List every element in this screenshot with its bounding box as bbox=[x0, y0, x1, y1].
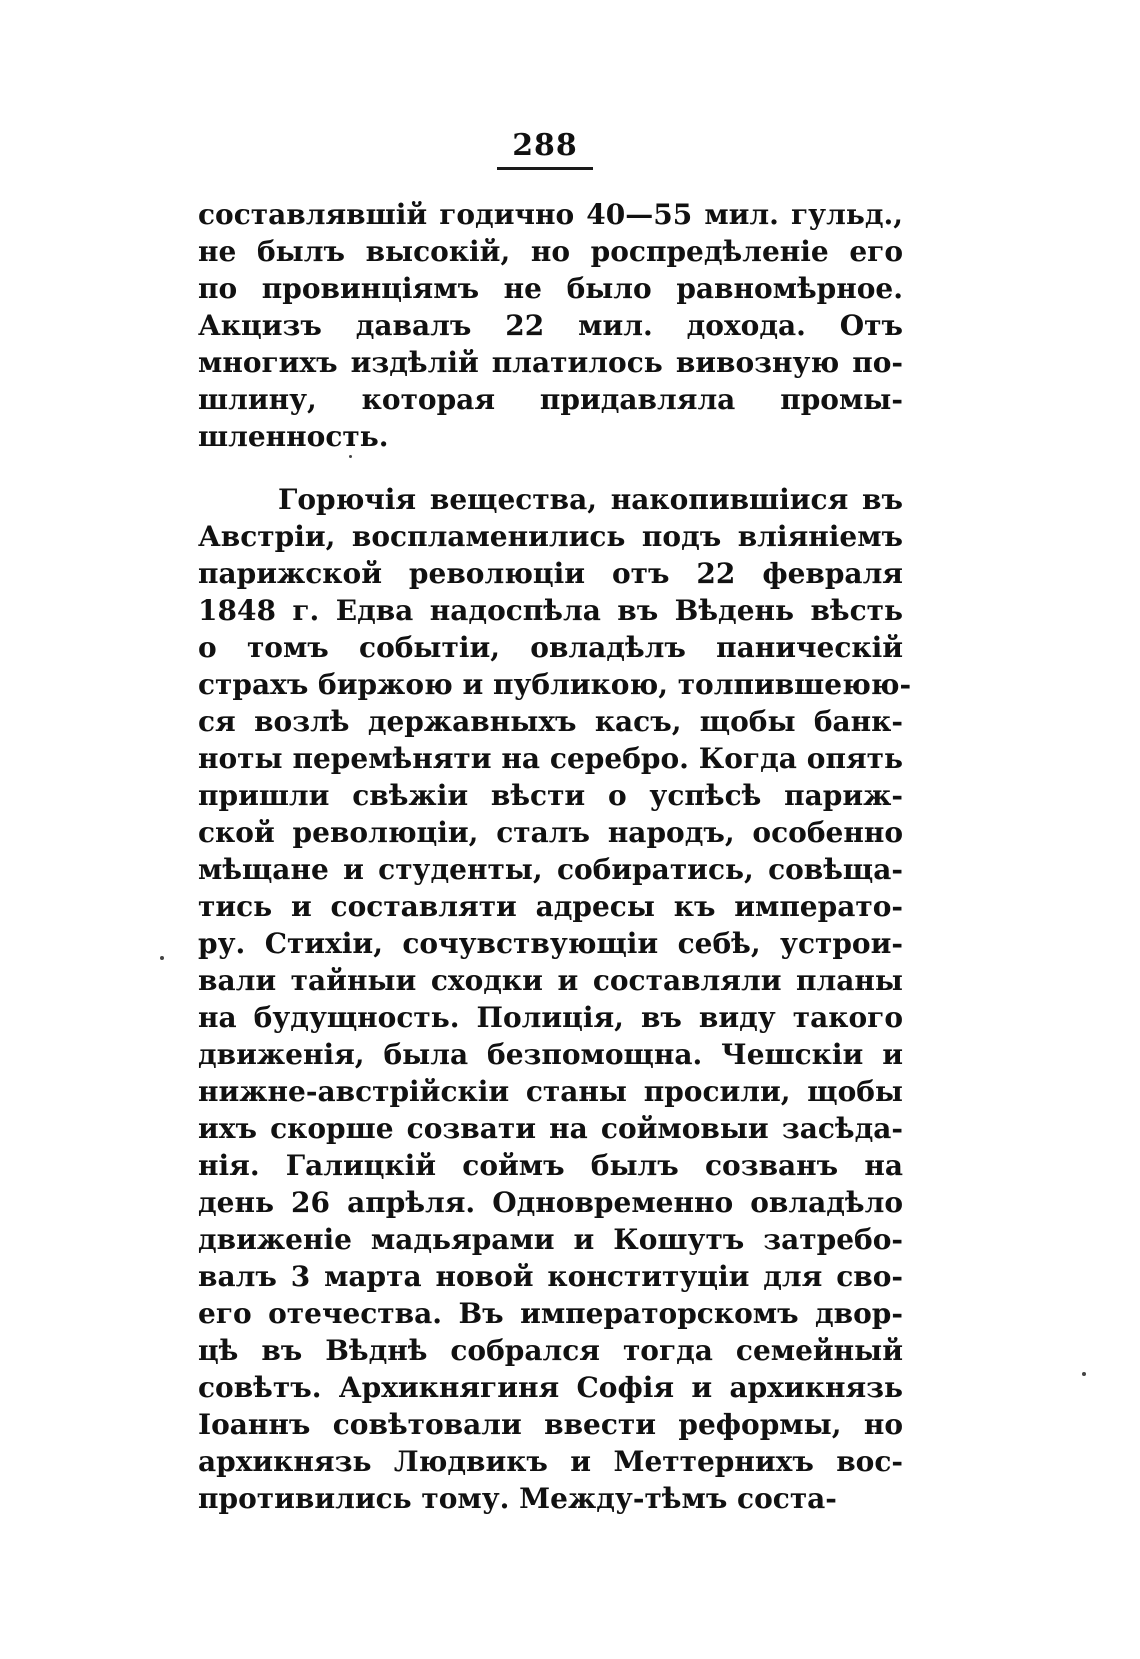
text-line: нижне-австрійскіи станы просили, щобы bbox=[198, 1075, 903, 1108]
text-line: его отечества. Въ императорскомъ двор- bbox=[198, 1297, 903, 1330]
text-line: Горючія вещества, накопившіися въ bbox=[278, 483, 903, 516]
page-number-rule bbox=[497, 167, 593, 170]
text-line: шленность. bbox=[198, 420, 389, 453]
text-line: движенія, была безпомощна. Чешскіи и bbox=[198, 1038, 903, 1071]
text-line: ской революціи, сталъ народъ, особенно bbox=[198, 816, 903, 849]
text-line: цѣ въ Вѣднѣ собрался тогда семейный bbox=[198, 1334, 903, 1367]
text-line: день 26 апрѣля. Одновременно овладѣло bbox=[198, 1186, 903, 1219]
text-line: Іоаннъ совѣтовали ввести реформы, но bbox=[198, 1408, 903, 1441]
text-line: ихъ скорше созвати на соймовыи засѣда- bbox=[198, 1112, 903, 1145]
text-line: парижской революціи отъ 22 февраля bbox=[198, 557, 903, 590]
text-line: составлявшій годично 40—55 мил. гульд., bbox=[198, 198, 903, 231]
text-line: по провинціямъ не было равномѣрное. bbox=[198, 272, 903, 305]
text-line: на будущность. Полиція, въ виду такого bbox=[198, 1001, 903, 1034]
scan-speck bbox=[349, 455, 352, 458]
text-line: пришли свѣжіи вѣсти о успѣсѣ париж- bbox=[198, 779, 903, 812]
text-line: 1848 г. Едва надоспѣла въ Вѣдень вѣсть bbox=[198, 594, 903, 627]
text-line: Акцизъ давалъ 22 мил. дохода. Отъ bbox=[198, 309, 903, 342]
text-line: страхъ биржою и публикою, толпившеюю- bbox=[198, 668, 912, 701]
text-line: ноты перемѣняти на серебро. Когда опять bbox=[198, 742, 903, 775]
text-line: совѣтъ. Архикнягиня Софія и архикнязь bbox=[198, 1371, 903, 1404]
text-line: ся возлѣ державныхъ касъ, щобы банк- bbox=[198, 705, 903, 738]
scan-speck bbox=[1082, 1372, 1086, 1376]
text-line: движеніе мадьярами и Кошутъ затребо- bbox=[198, 1223, 903, 1256]
text-line: не былъ высокій, но роспредѣленіе его bbox=[198, 235, 903, 268]
text-line: мѣщане и студенты, собиратись, совѣща- bbox=[198, 853, 903, 886]
scan-speck bbox=[160, 956, 164, 960]
text-line: тись и составляти адресы къ императо- bbox=[198, 890, 903, 923]
text-line: вали тайныи сходки и составляли планы bbox=[198, 964, 903, 997]
text-line: валъ 3 марта новой конституціи для сво- bbox=[198, 1260, 903, 1293]
text-line: ру. Стихіи, сочувствующіи себѣ, устрои- bbox=[198, 927, 903, 960]
text-line: противились тому. Между-тѣмъ соста- bbox=[198, 1482, 837, 1515]
body-text bbox=[198, 196, 912, 1517]
text-line: шлину, которая придавляла промы- bbox=[198, 383, 903, 416]
text-line: многихъ издѣлій платилось вивозную по- bbox=[198, 346, 903, 379]
text-line: нія. Галицкій соймъ былъ созванъ на bbox=[198, 1149, 903, 1182]
text-line: архикнязь Людвикъ и Меттернихъ вос- bbox=[198, 1445, 903, 1478]
page-number: 288 bbox=[512, 128, 578, 163]
text-line: Австріи, воспламенились подъ вліяніемъ bbox=[198, 520, 903, 553]
paragraph-gap bbox=[198, 455, 903, 481]
text-line: о томъ событіи, овладѣлъ паническій bbox=[198, 631, 903, 664]
